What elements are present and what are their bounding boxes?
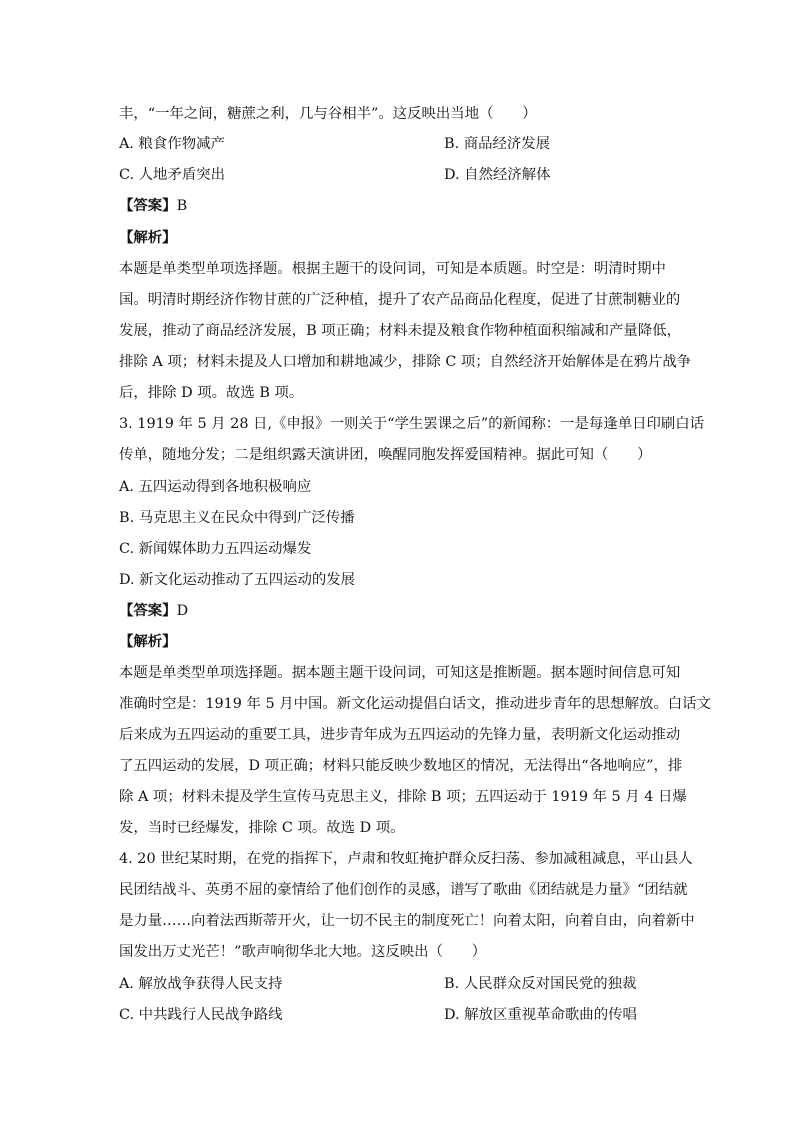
q3-analysis-line: 了五四运动的发展，D 项正确；材料只能反映少数地区的情况，无法得出“各地响应”，排	[119, 758, 683, 774]
q4-option-d: D. 解放区重视革命歌曲的传唱	[444, 1007, 637, 1023]
q3-analysis-line: 发，当时已经爆发，排除 C 项。故选 D 项。	[119, 820, 405, 836]
q2-answer-label: 【答案】	[119, 197, 177, 214]
q4-stem-line: 4. 20 世纪某时期，在党的指挥下，卢肃和牧虹掩护群众反扫荡、参加减租减息，平山县人	[119, 851, 693, 867]
q2-analysis-line: 国。明清时期经济作物甘蔗的广泛种植，提升了农产品商品化程度，促进了甘蔗制糖业的	[119, 292, 681, 308]
q3-stem-line: 3. 1919 年 5 月 28 日,《申报》一则关于“学生罢课之后”的新闻称：一是每逢单日印刷白话	[119, 416, 705, 432]
q2-analysis-line: 发展，推动了商品经济发展，B 项正确；材料未提及粮食作物种植面积缩减和产量降低，	[119, 323, 681, 339]
q4-option-c: C. 中共践行人民战争路线	[119, 1007, 283, 1023]
q3-option-a: A. 五四运动得到各地积极响应	[119, 479, 312, 495]
q3-option-b: B. 马克思主义在民众中得到广泛传播	[119, 510, 355, 526]
q2-option-c: C. 人地矛盾突出	[119, 167, 225, 183]
q3-analysis-line: 后来成为五四运动的重要工具，进步青年成为五四运动的先锋力量，表明新文化运动推动	[119, 727, 681, 743]
q3-option-d: D. 新文化运动推动了五四运动的发展	[119, 572, 356, 588]
q2-stem-tail: 丰，“一年之间，糖蔗之利，几与谷相半”。这反映出当地（ ）	[119, 106, 537, 122]
q3-answer-value: D	[176, 603, 189, 619]
q3-answer-label: 【答案】	[119, 602, 177, 619]
q4-stem-line: 是力量……向着法西斯蒂开火，让一切不民主的制度死亡！向着太阳，向着自由，向着新中	[119, 913, 695, 929]
q2-analysis-line: 本题是单类型单项选择题。根据主题干的设问词，可知是本质题。时空是：明清时期中	[119, 261, 666, 277]
q3-stem-line: 传单，随地分发；二是组织露天演讲团，唤醒同胞发挥爱国精神。据此可知（ ）	[119, 447, 652, 463]
q3-answer	[119, 601, 679, 621]
q2-option-d: D. 自然经济解体	[444, 167, 551, 183]
q4-option-a: A. 解放战争获得人民支持	[119, 976, 283, 992]
q3-option-c: C. 新闻媒体助力五四运动爆发	[119, 541, 312, 557]
q4-stem-line: 民团结战斗、英勇不屈的豪情给了他们创作的灵感，谱写了歌曲《团结就是力量》“团结就	[119, 882, 688, 898]
q3-analysis-line: 除 A 项；材料未提及学生宣传马克思主义，排除 B 项；五四运动于 1919 年 5 月 4 日爆	[119, 789, 687, 805]
q2-analysis-label: 【解析】	[119, 229, 177, 246]
q4-option-b: B. 人民群众反对国民党的独裁	[444, 976, 637, 992]
q4-stem-line: 国发出万丈光芒！”歌声响彻华北大地。这反映出（ ）	[119, 944, 487, 960]
q2-answer-value: B	[176, 198, 188, 214]
q2-answer	[119, 196, 679, 216]
q2-option-a: A. 粮食作物减产	[119, 136, 225, 152]
q2-analysis-line: 后，排除 D 项。故选 B 项。	[119, 385, 304, 401]
q3-analysis-label: 【解析】	[119, 633, 177, 650]
q2-analysis-line: 排除 A 项；材料未提及人口增加和耕地减少，排除 C 项；自然经济开始解体是在鸦片战争	[119, 354, 692, 370]
q3-analysis-line: 本题是单类型单项选择题。据本题主题干设问词，可知这是推断题。据本题时间信息可知	[119, 665, 681, 681]
q2-option-b: B. 商品经济发展	[444, 136, 551, 152]
q3-analysis-line: 准确时空是：1919 年 5 月中国。新文化运动提倡白话文，推动进步青年的思想解放。白话文	[119, 696, 711, 712]
